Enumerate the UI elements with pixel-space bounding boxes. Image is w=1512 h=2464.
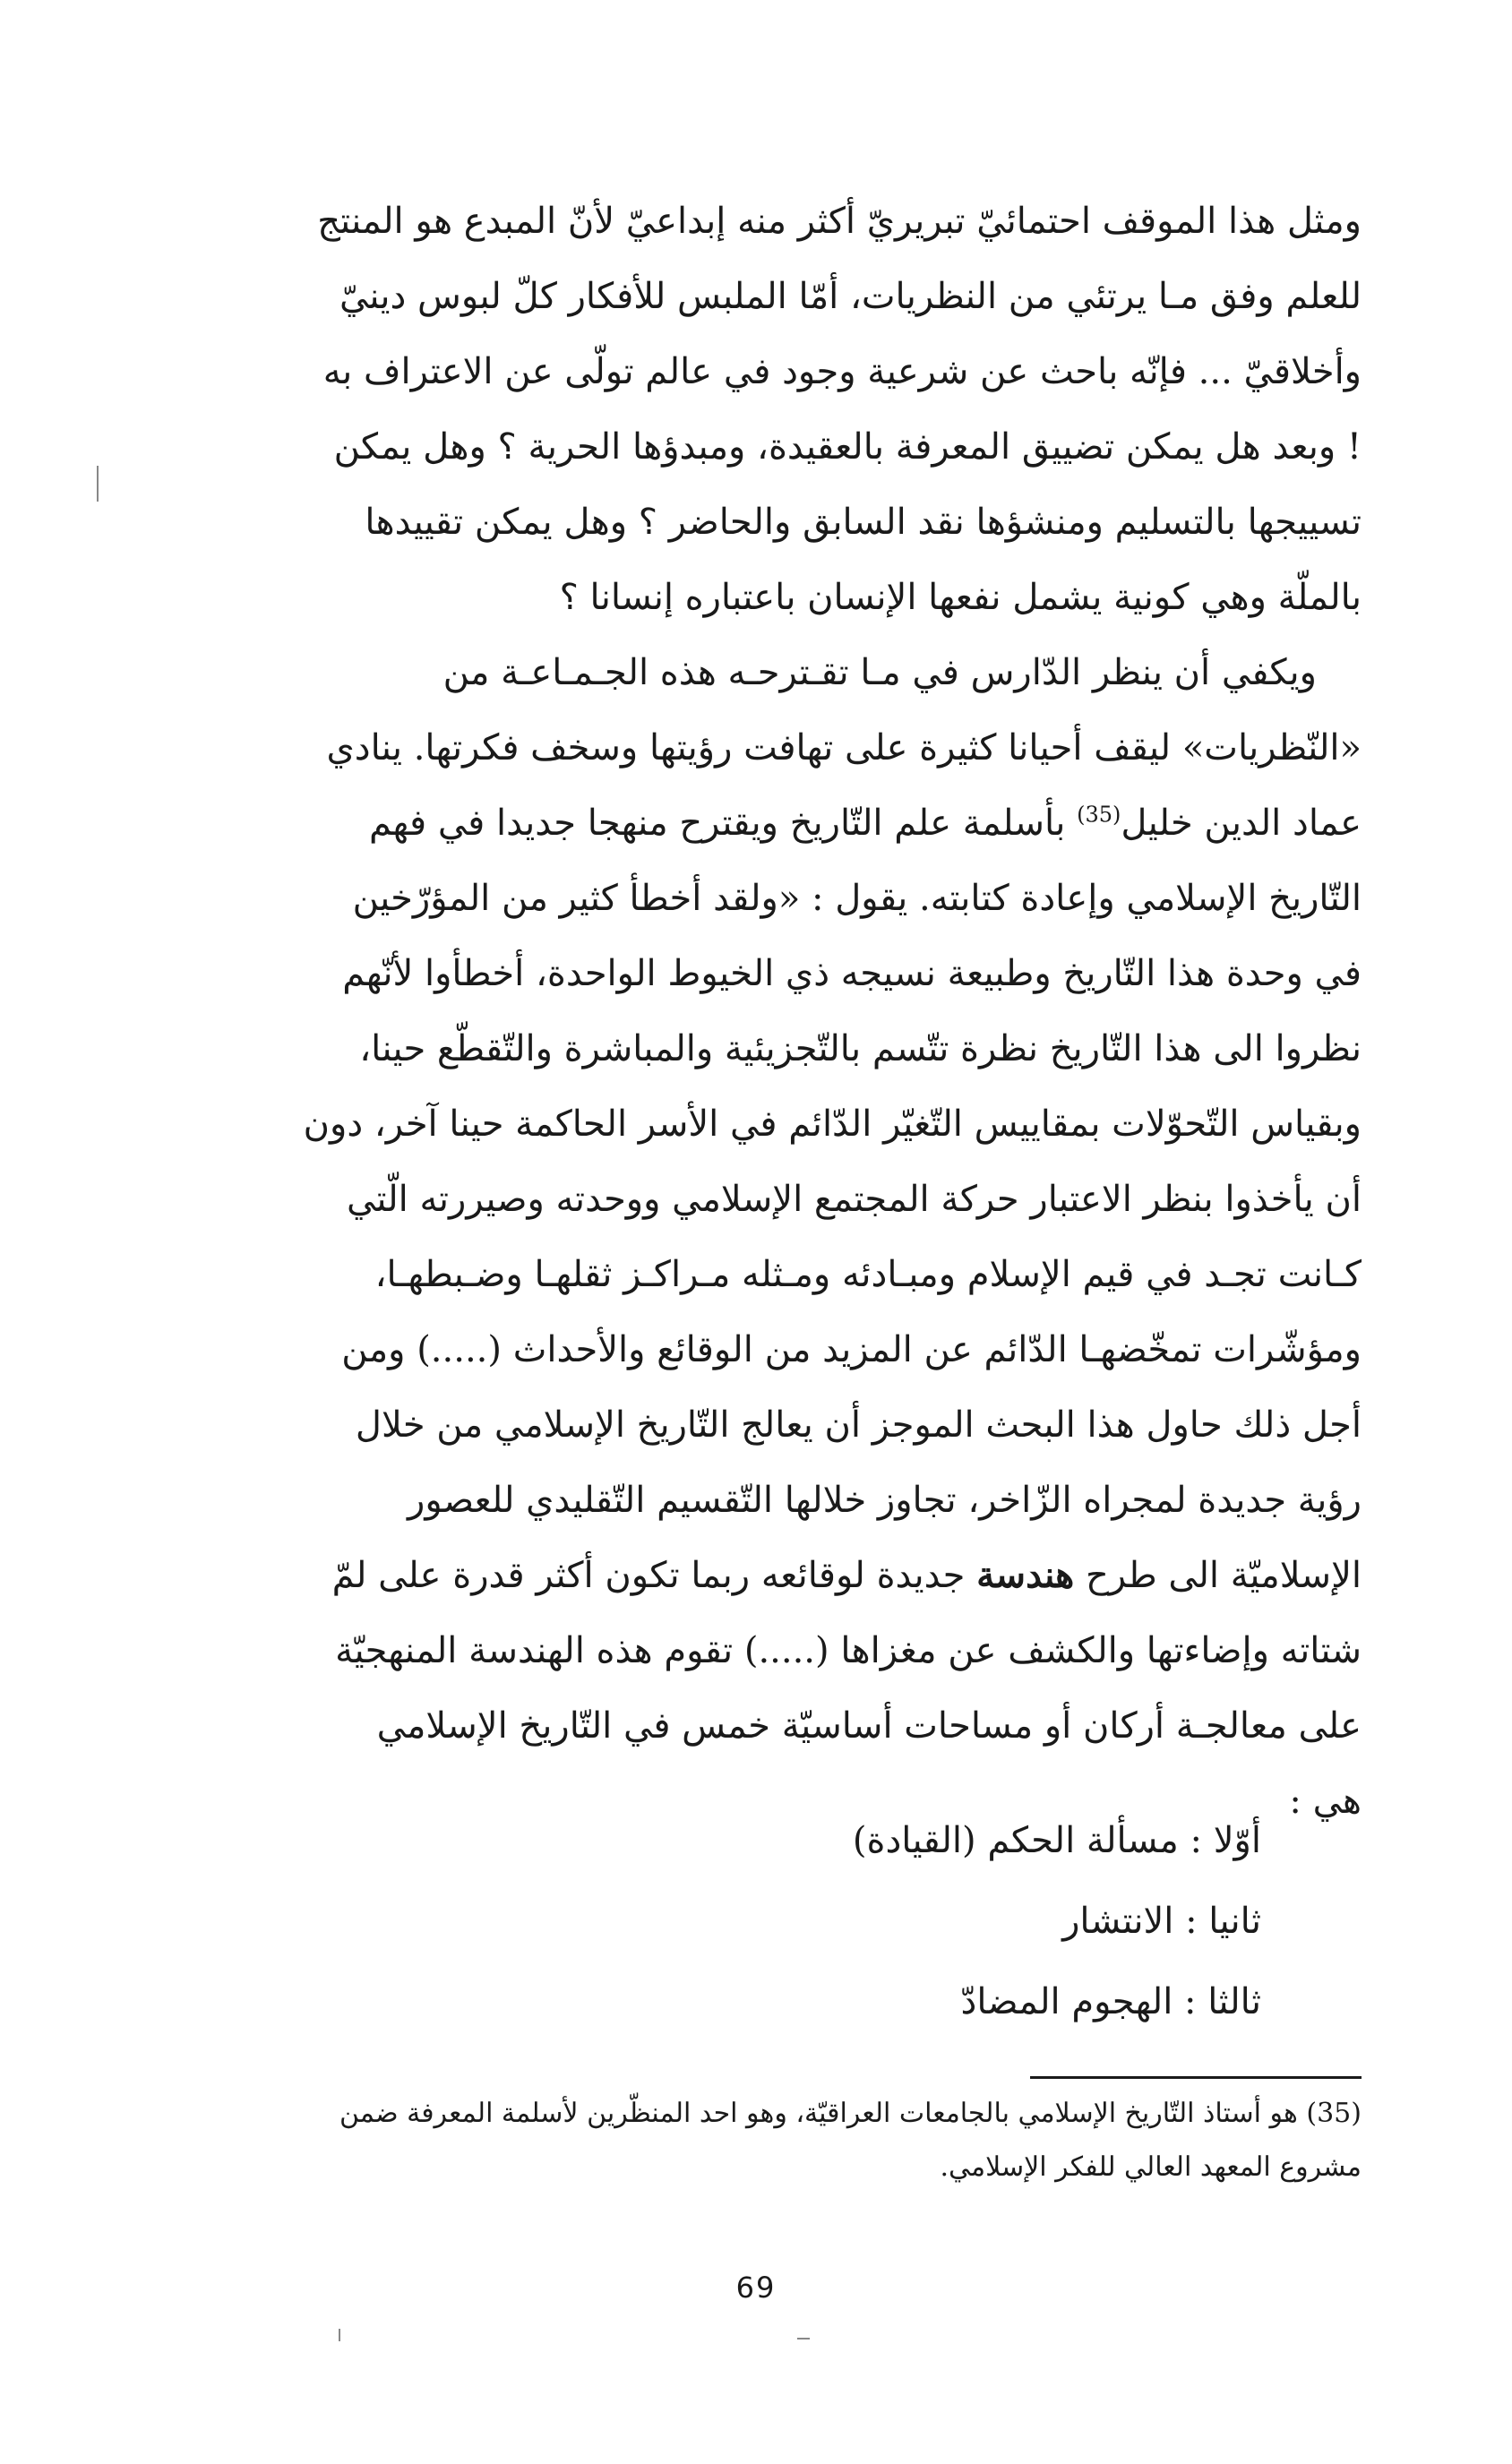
footnote-line: مشروع المعهد العالي للفكر الإسلامي. (940, 2151, 1362, 2183)
list-item: ثانيا : الانتشار (1062, 1901, 1261, 1942)
line-end: جديدة لوقائعه ربما تكون أكثر قدرة على لمّ (331, 1555, 977, 1596)
text-line-with-bold (170, 1538, 1362, 1613)
enumerated-list (853, 1800, 1261, 2042)
text-line: للعلم وفق مـا يرتئي من النظريات، أمّا الملبس للأفكار كلّ لبوس دينيّ (339, 276, 1362, 317)
text-line: تسييجها بالتسليم ومنشؤها نقد السابق والحاضر ؟ وهل يمكن تقييدها (365, 502, 1362, 543)
text-line: أجل ذلك حاول هذا البحث الموجز أن يعالج التّاريخ الإسلامي من خلال (355, 1404, 1362, 1446)
text-line: «النّظريات» ليقف أحيانا كثيرة على تهافت رؤيتها وسخف فكرتها. ينادي (326, 727, 1362, 768)
scan-mark (797, 2338, 810, 2340)
text-line: على معالجـة أركان أو مساحات أساسيّة خمس في التّاريخ الإسلامي (376, 1705, 1362, 1747)
text-line: أن يأخذوا بنظر الاعتبار حركة المجتمع الإسلامي ووحدته وصيررته الّتي (347, 1179, 1362, 1220)
text-line: التّاريخ الإسلامي وإعادة كتابته. يقول : «ولقد أخطأ كثير من المؤرّخين (352, 878, 1362, 919)
line-continuation: بأسلمة علم التّاريخ ويقترح منهجا جديدا في فهم (368, 803, 1078, 844)
text-line: وأخلاقيّ ... فإنّه باحث عن شرعية وجود في عالم تولّى عن الاعتراف به (322, 351, 1362, 392)
text-line: نظروا الى هذا التّاريخ نظرة تتّسم بالتّجزيئية والمباشرة والتّقطّع حينا، (359, 1028, 1362, 1069)
text-line: بالملّة وهي كونية يشمل نفعها الإنسان باعتباره إنسانا ؟ (559, 577, 1362, 618)
body-text (170, 184, 1362, 1839)
text-line: كـانت تجـد في قيم الإسلام ومبـادئه ومـثله مـراكـز ثقلهـا وضـبطهـا، (374, 1254, 1362, 1295)
text-line-with-footnote (170, 786, 1362, 861)
footnote-reference[interactable]: (35) (1077, 802, 1121, 828)
text-line: هي : (1289, 1781, 1362, 1822)
footnote-line: (35) هو أستاذ التّاريخ الإسلامي بالجامعات العراقيّة، وهو احد المنظّرين لأسلمة المعرفة ضمن (339, 2098, 1362, 2129)
page-number: 69 (735, 2271, 777, 2305)
bold-term: هندسة (976, 1554, 1075, 1596)
text-line: في وحدة هذا التّاريخ وطبيعة نسيجه ذي الخيوط الواحدة، أخطأوا لأنّهم (342, 953, 1362, 994)
line-start: الإسلاميّة الى طرح (1074, 1555, 1362, 1596)
list-item: ثالثا : الهجوم المضادّ (960, 1981, 1261, 2022)
text-line: ومؤشّرات تمخّضهـا الدّائم عن المزيد من الوقائع والأحداث (.....) ومن (341, 1329, 1362, 1370)
author-name: عماد الدين خليل (1121, 803, 1362, 844)
scan-mark (339, 2329, 340, 2341)
text-line: شتاته وإضاءتها والكشف عن مغزاها (.....) تقوم هذه الهندسة المنهجيّة (335, 1630, 1362, 1671)
text-line: رؤية جديدة لمجراه الزّاخر، تجاوز خلالها التّقسيم التّقليدي للعصور (408, 1480, 1362, 1521)
footnote-divider (1030, 2076, 1362, 2079)
footnote (170, 2087, 1362, 2194)
scan-mark (97, 466, 99, 502)
text-line: وبقياس التّحوّلات بمقاييس التّغيّر الدّائم في الأسر الحاكمة حينا آخر، دون (303, 1103, 1362, 1145)
text-line: ! وبعد هل يمكن تضييق المعرفة بالعقيدة، ومبدؤها الحرية ؟ وهل يمكن (333, 426, 1362, 468)
text-line: ومثل هذا الموقف احتمائيّ تبريريّ أكثر منه إبداعيّ لأنّ المبدع هو المنتج (317, 201, 1362, 242)
text-line: ويكفي أن ينظر الدّارس في مـا تقـترحـه هذه الجـمـاعـة من (442, 652, 1317, 693)
list-item: أوّلا : مسألة الحكم (القيادة) (852, 1820, 1261, 1861)
